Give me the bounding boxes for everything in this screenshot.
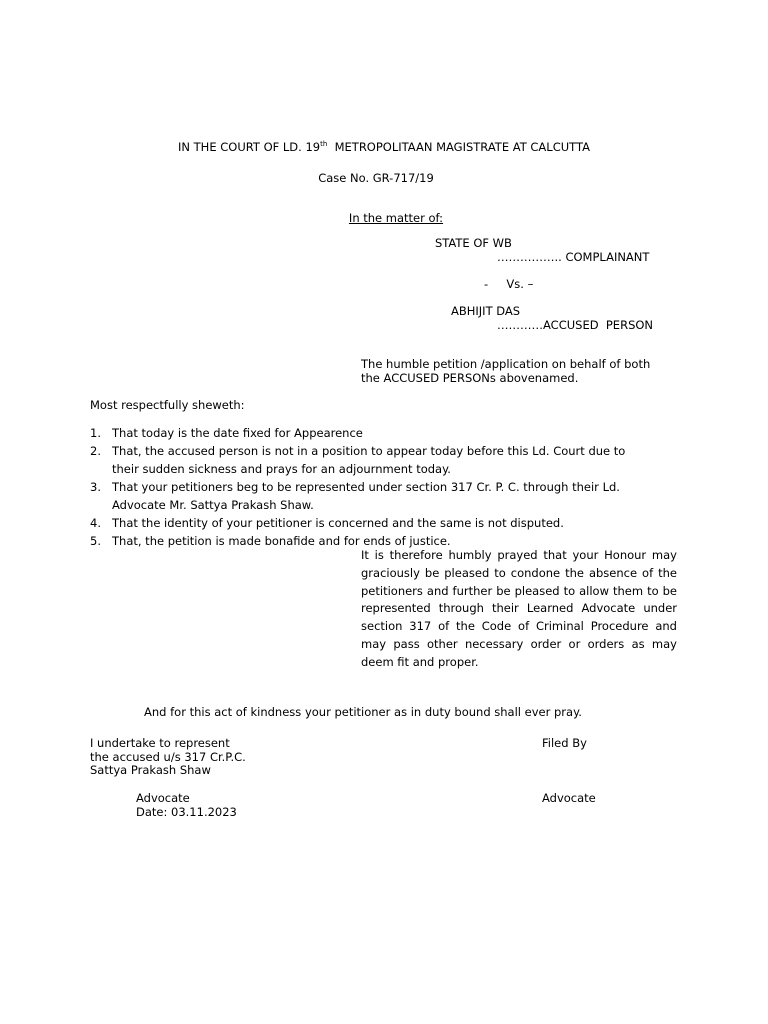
point-text: their sudden sickness and prays for an adjournment today.: [112, 462, 451, 476]
point-text: That, the petition is made bonafide and for ends of justice.: [112, 534, 451, 548]
point-number: 3.: [90, 480, 101, 494]
right-advocate-title: Advocate: [542, 791, 596, 805]
accused-name: ABHIJIT DAS: [451, 304, 521, 318]
point-text: That your petitioners beg to be represented under section 317 Cr. P. C. through their Ld.: [112, 480, 620, 494]
petition-intro-line-1: The humble petition /application on behalf of both: [361, 357, 651, 371]
court-heading-superscript: th: [320, 140, 328, 148]
point-text: That the identity of your petitioner is concerned and the same is not disputed.: [112, 516, 564, 530]
complainant-role: …………….. COMPLAINANT: [497, 250, 650, 264]
list-item: [90, 442, 678, 478]
prayer-paragraph: It is therefore humbly prayed that your Honour may graciously be pleased to condone the absence of the petitioners and further be pleased to allow them to be represented through their Learned Advocate under section 317 of the Code of Criminal Procedure and may pass other necessary order or orders as may deem fit and proper.: [361, 548, 677, 669]
point-text: Advocate Mr. Sattya Prakash Shaw.: [112, 498, 314, 512]
undertaking-line-2: the accused u/s 317 Cr.P.C.: [90, 750, 246, 764]
filed-by-label: Filed By: [542, 736, 587, 750]
salutation: Most respectfully sheweth:: [90, 398, 245, 412]
court-heading-text: IN THE COURT OF LD. 19: [178, 140, 321, 154]
left-advocate-title: Advocate: [136, 791, 190, 805]
undertaking-line-3: Sattya Prakash Shaw: [90, 763, 211, 777]
point-number: 5.: [90, 534, 101, 548]
signature-date: Date: 03.11.2023: [136, 805, 237, 819]
undertaking-line-1: I undertake to represent: [90, 736, 230, 750]
list-item: [90, 478, 678, 514]
petition-intro-line-2: the ACCUSED PERSONs abovenamed.: [361, 371, 579, 385]
court-heading: [0, 140, 768, 154]
complainant-name: STATE OF WB: [435, 236, 512, 250]
versus-label: - Vs. –: [484, 277, 534, 291]
list-item: [90, 514, 678, 532]
closing-statement: And for this act of kindness your petitioner as in duty bound shall ever pray.: [144, 705, 582, 719]
court-heading-text-rest: METROPOLITAAN MAGISTRATE AT CALCUTTA: [327, 140, 590, 154]
point-number: 2.: [90, 444, 101, 458]
point-number: 4.: [90, 516, 101, 530]
case-number: Case No. GR-717/19: [318, 171, 434, 185]
point-text: That today is the date fixed for Appearence: [112, 426, 363, 440]
point-text: That, the accused person is not in a position to appear today before this Ld. Court due to: [112, 444, 626, 458]
petition-points-list: [90, 424, 678, 550]
list-item: [90, 424, 678, 442]
point-number: 1.: [90, 426, 101, 440]
accused-role: …………ACCUSED PERSON: [497, 318, 654, 332]
matter-heading: In the matter of:: [348, 211, 444, 225]
